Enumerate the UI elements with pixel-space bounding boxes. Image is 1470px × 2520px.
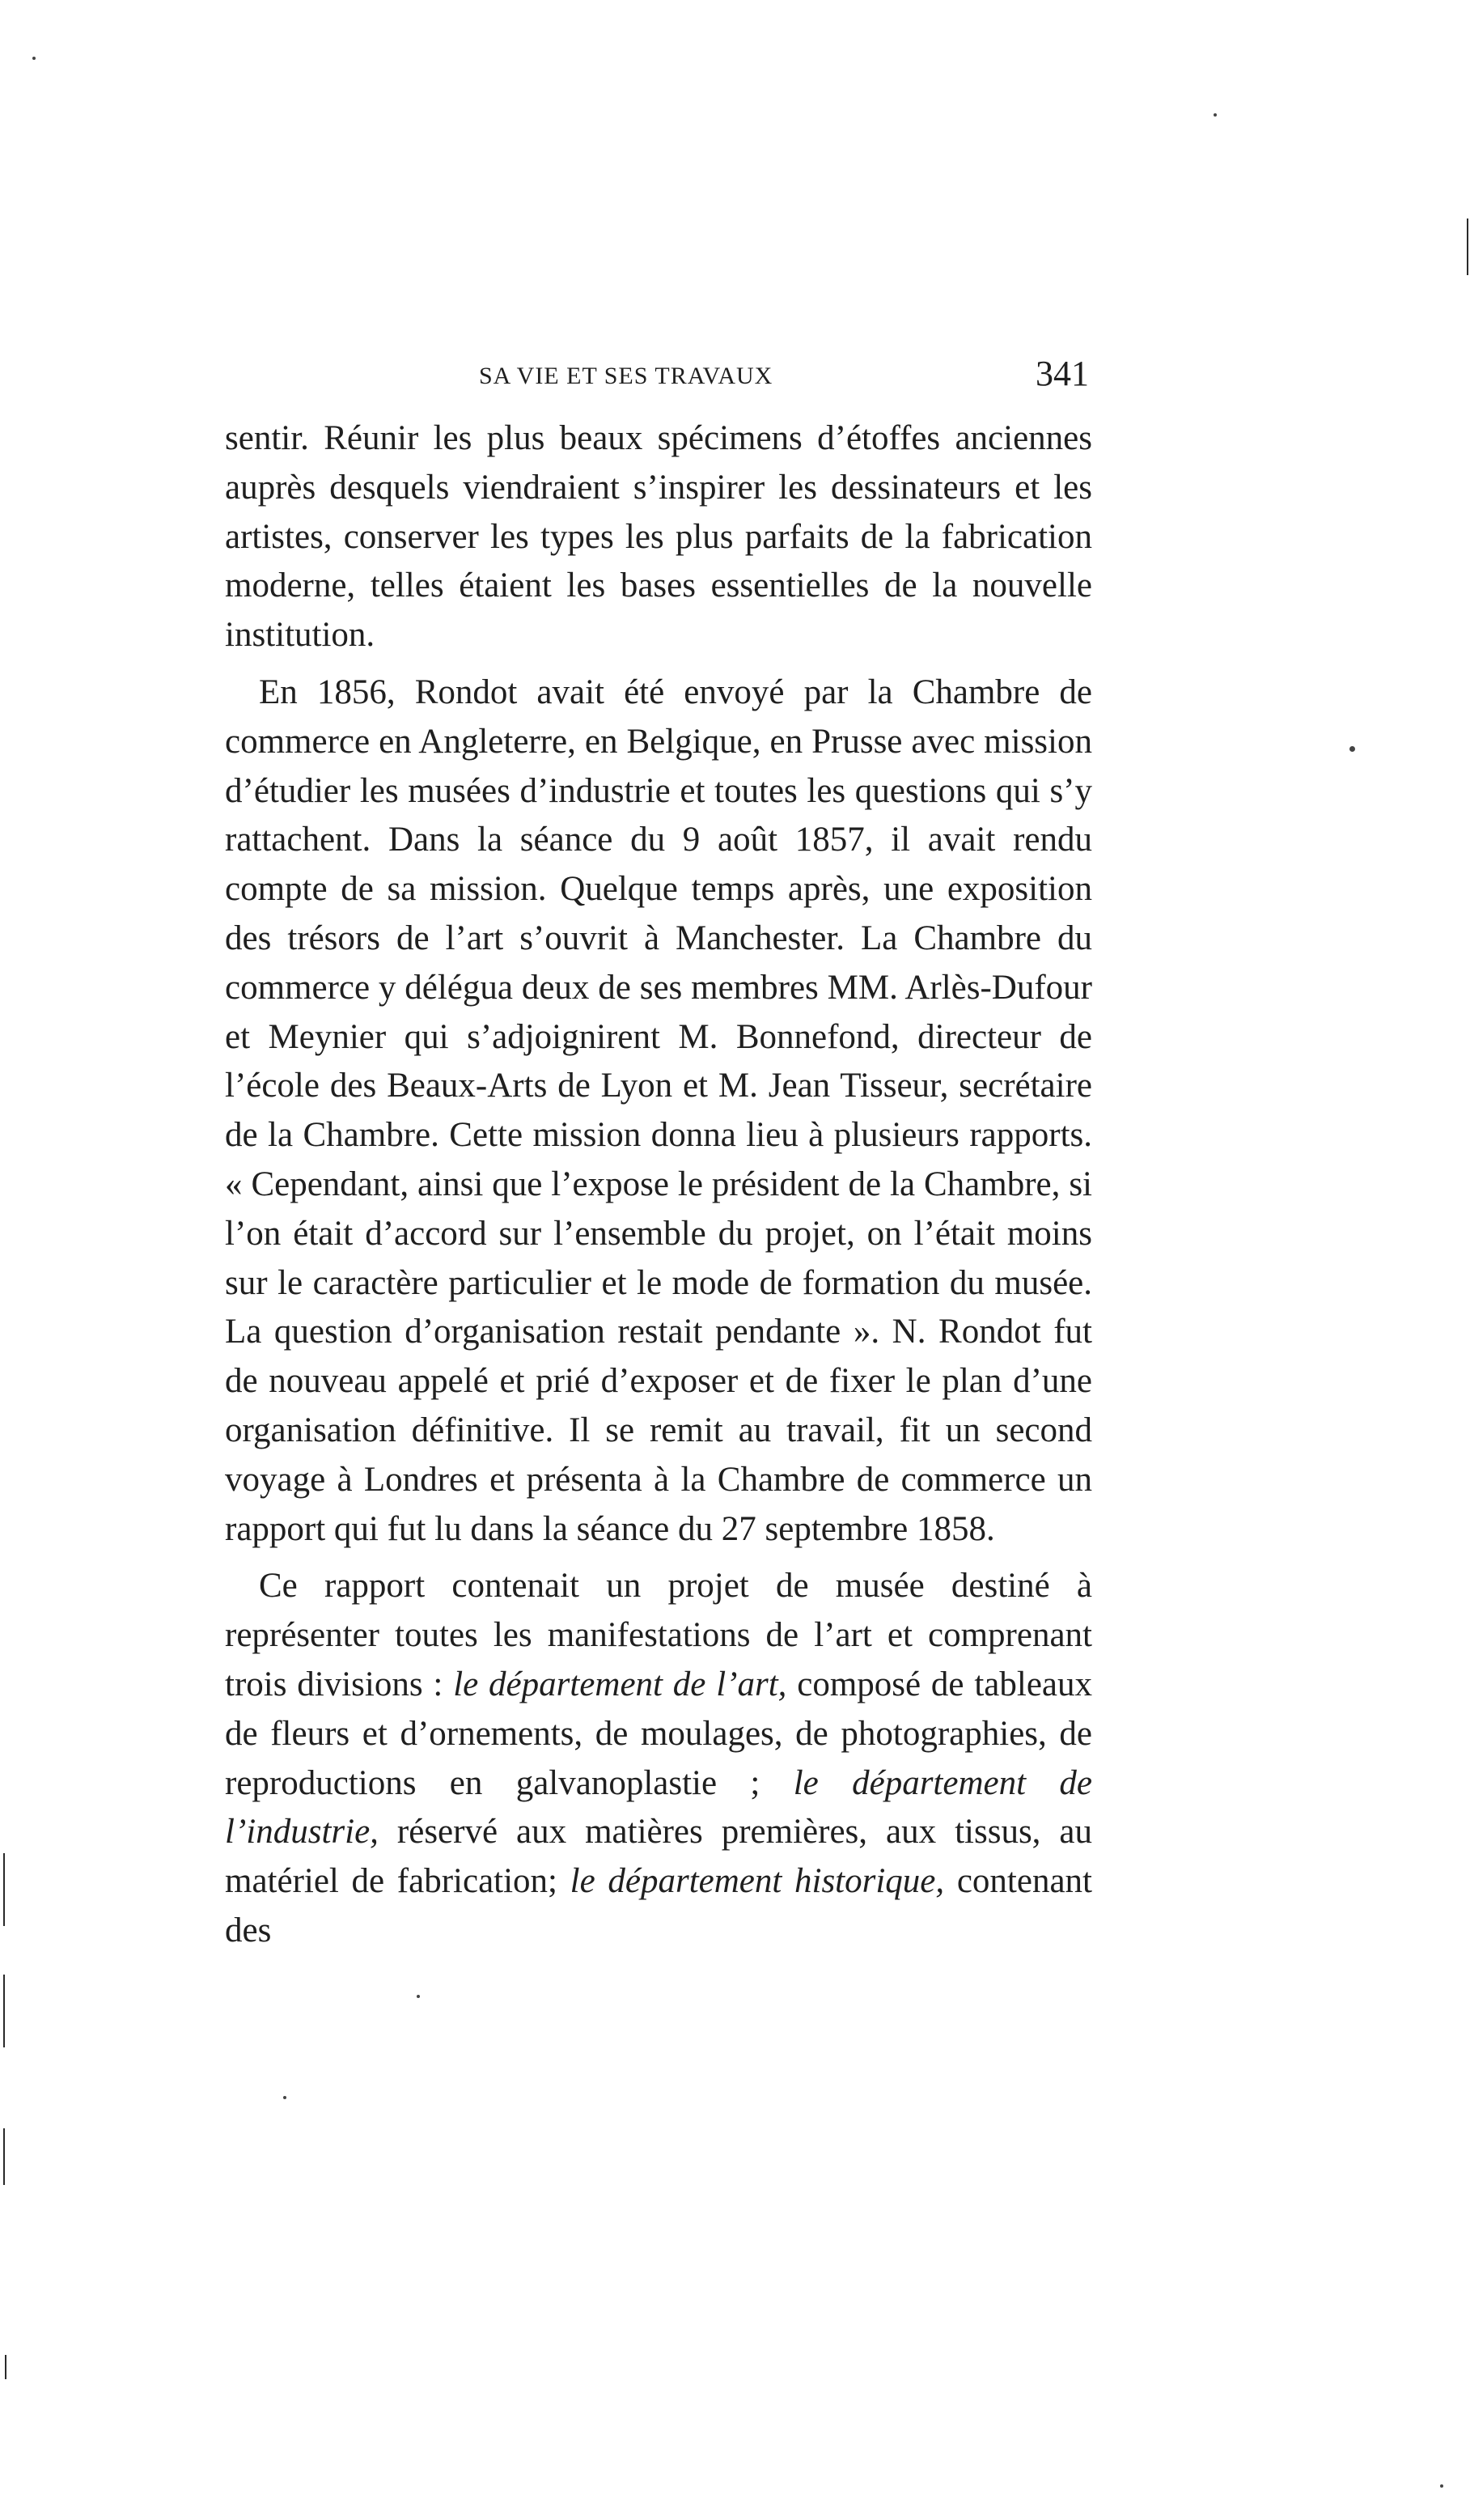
scan-speck [417,1995,420,1998]
scan-margin-mark [3,2128,5,2185]
scan-margin-mark [3,1853,5,1926]
scan-margin-mark [1467,218,1468,275]
paragraph-1: sentir. Réunir les plus beaux spécimens d’étoffes anciennes auprès desquels viendraient s’inspirer les dessinateurs et les artistes, conserver les types les plus parfaits de la fabrication moderne, telles étaient les bases essentielles de la nouvelle institution. [225,419,1092,655]
scan-margin-mark [5,2355,6,2379]
italic-term-industrie: le département de l’industrie, [225,1763,1092,1852]
paragraph-3-text: contenant des [225,1862,1092,1949]
scan-speck [283,2096,286,2099]
paragraph-2: En 1856, Rondot avait été envoyé par la Chambre de commerce en Angleterre, en Belgique, en Prusse avec mission d’étudier les musées d’industrie et toutes les questions qui s’y rattachent. Dans la séance du 9 août 1857, il avait rendu compte de sa mission. Quelque temps après, une exposition des trésors de l’art s’ouvrit à Manchester. La Chambre du commerce y délégua deux de ses membres MM. Arlès-Dufour et Meynier qui s’adjoignirent M. Bonnefond, directeur de l’école des Beaux-Arts de Lyon et M. Jean Tisseur, secrétaire de la Chambre. Cette mission donna lieu à plusieurs rapports. « Cependant, ainsi que l’expose le président de la Chambre, si l’on était d’accord sur l’ensemble du projet, on l’était moins sur le caractère particulier et le mode de formation du musée. La question d’organisation restait pendante ». N. Rondot fut de nouveau appelé et prié d’exposer et de fixer le plan d’une organisation définitive. Il se remit au travail, fit un second voyage à Londres et présenta à la Chambre de commerce un rapport qui fut lu dans la séance du 27 septembre 1858. [225,672,1092,1548]
scan-speck [1349,746,1355,752]
page-number: 341 [1036,354,1089,393]
scan-speck [1440,2484,1443,2488]
running-head: SA VIE ET SES TRAVAUX [479,363,773,389]
paragraph-3 [225,1562,1092,1955]
body-text [225,414,1092,1964]
paragraph-3-text: Ce rapport contenait un projet de musée destiné à représenter toutes les manifestations de l’art et comprenant trois divisions : [225,1567,1092,1703]
scan-speck [1214,113,1217,117]
scan-speck [32,57,36,60]
paragraph-3-text: composé de tableaux de fleurs et d’ornements, de moulages, de photographies, de reproductions en galvanoplastie ; [225,1665,1092,1802]
italic-term-art: le département de l’art, [453,1665,787,1703]
italic-term-historique: le département historique, [570,1862,945,1901]
scan-margin-mark [3,1975,5,2047]
paragraph-3-text: réservé aux matières premières, aux tissus, au matériel de fabrication; [225,1813,1092,1901]
